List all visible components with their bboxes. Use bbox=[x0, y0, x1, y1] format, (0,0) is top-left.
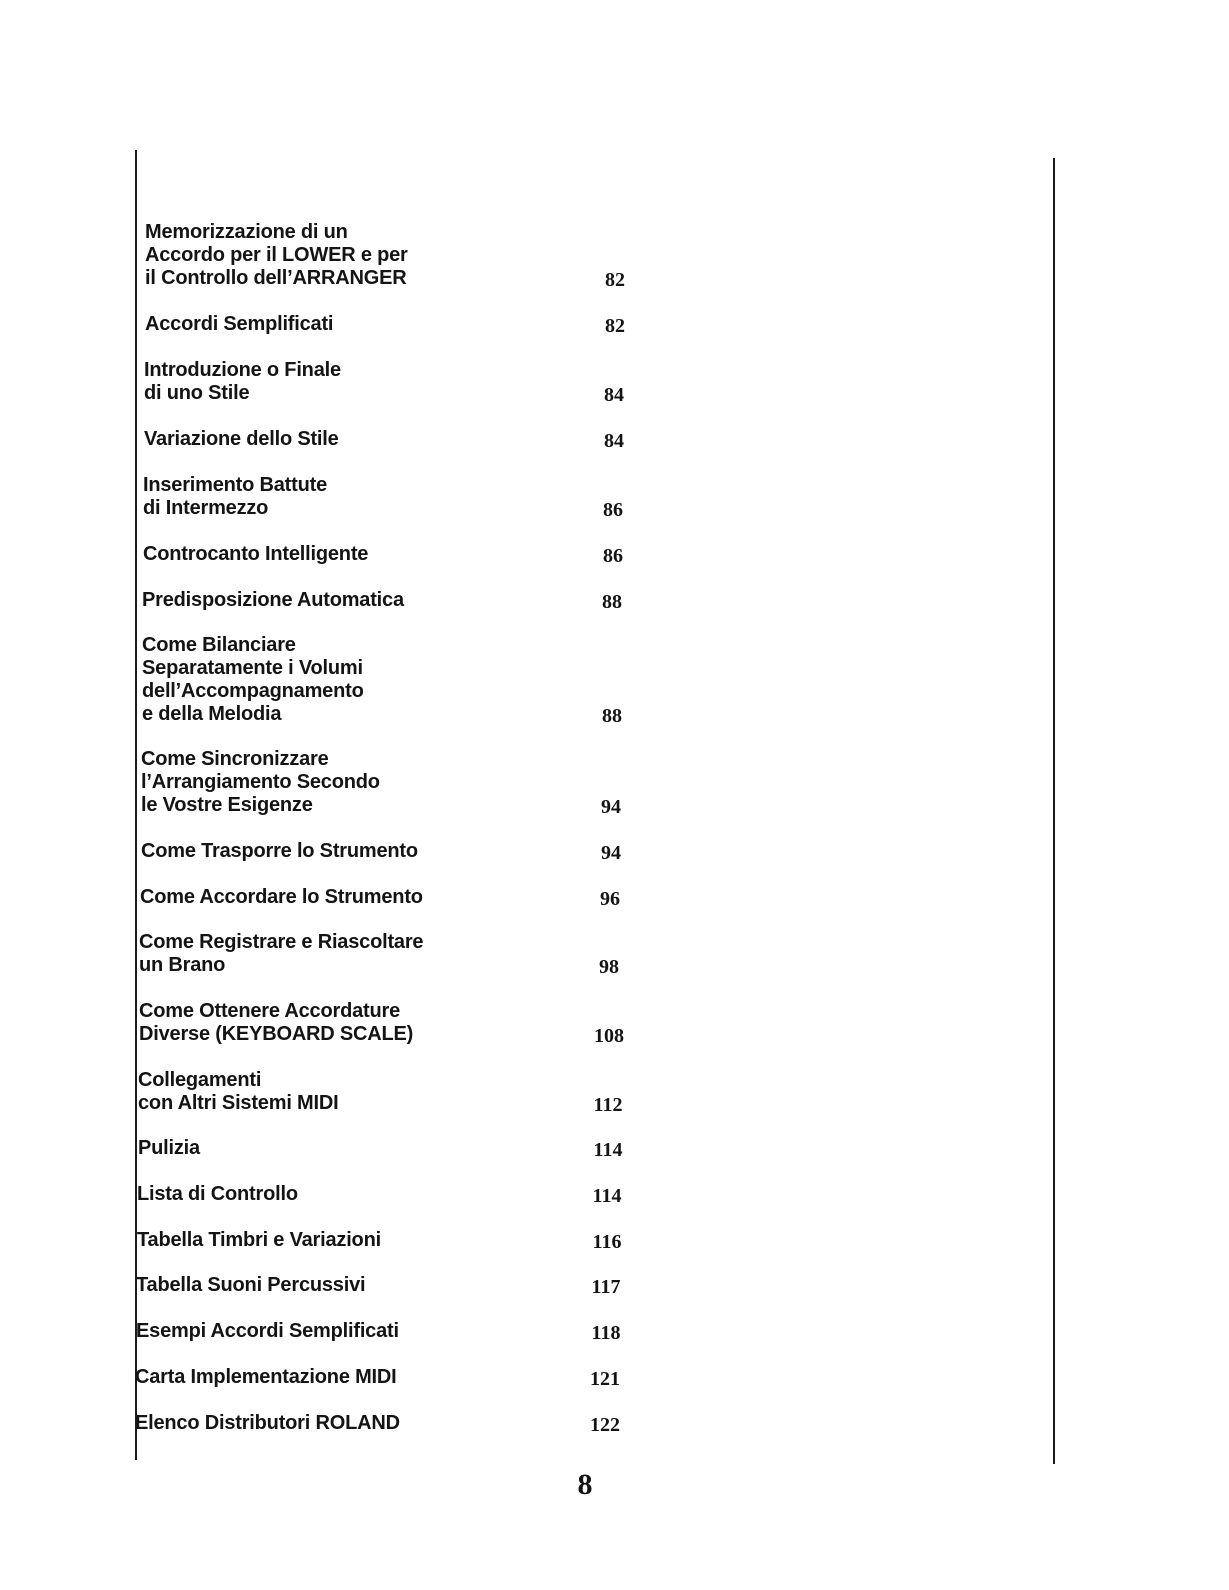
toc-entry-page: 84 bbox=[604, 384, 624, 406]
toc-entry-page: 88 bbox=[602, 591, 622, 613]
toc-entry-title: Tabella Timbri e Variazioni bbox=[137, 1229, 381, 1251]
toc-entry-title: Memorizzazione di un Accordo per il LOWER e per il Controllo dell’ARRANGER bbox=[145, 221, 408, 289]
toc-entry-title: Tabella Suoni Percussivi bbox=[136, 1274, 366, 1296]
toc-entry[interactable] bbox=[145, 256, 625, 336]
toc-entry-title: Esempi Accordi Semplificati bbox=[136, 1320, 399, 1342]
toc-entry-title: Carta Implementazione MIDI bbox=[135, 1366, 397, 1388]
toc-entry-page: 82 bbox=[605, 315, 625, 337]
toc-entry-page: 96 bbox=[600, 888, 620, 910]
toc-entry-page: 117 bbox=[591, 1276, 621, 1298]
toc-entry-title: Pulizia bbox=[138, 1137, 200, 1159]
toc-entry[interactable] bbox=[139, 966, 624, 1047]
toc-entry-page: 118 bbox=[591, 1322, 621, 1344]
toc-entry-page: 122 bbox=[590, 1414, 620, 1436]
toc-entry-page: 94 bbox=[601, 842, 621, 864]
toc-entry[interactable] bbox=[142, 532, 622, 612]
toc-entry-page: 88 bbox=[602, 705, 622, 727]
toc-entry-title: Come Ottenere Accordature Diverse (KEYBOARD SCALE) bbox=[139, 1000, 414, 1045]
toc-entry-page: 94 bbox=[601, 796, 621, 818]
toc-entry-title: Accordi Semplificati bbox=[145, 313, 334, 335]
toc-entry-page: 114 bbox=[593, 1139, 623, 1161]
toc-entry-title: Elenco Distributori ROLAND bbox=[135, 1412, 400, 1434]
toc-entry-title: Come Accordare lo Strumento bbox=[140, 886, 423, 908]
toc-entry[interactable] bbox=[139, 897, 619, 977]
toc-entry-title: Come Registrare e Riascoltare un Brano bbox=[139, 931, 424, 976]
toc-entry-page: 82 bbox=[605, 269, 625, 291]
toc-entry-title: Come Sincronizzare l’Arrangiamento Secondo le Vostre Esigenze bbox=[141, 748, 380, 816]
toc-entry-page: 84 bbox=[604, 430, 624, 452]
toc-entry-title: Come Bilanciare Separatamente i Volumi dell’Accompagnamento e della Melodia bbox=[142, 634, 364, 725]
toc-entry-title: Come Trasporre lo Strumento bbox=[141, 840, 418, 862]
toc-entry[interactable] bbox=[142, 634, 622, 727]
toc-entry-page: 86 bbox=[603, 499, 623, 521]
toc-entry-title: Lista di Controllo bbox=[137, 1183, 298, 1205]
toc-entry-title: Variazione dello Stile bbox=[144, 428, 339, 450]
toc-entry-page: 121 bbox=[590, 1368, 620, 1390]
toc-entry-page: 108 bbox=[594, 1025, 624, 1047]
toc-entry-title: Collegamenti con Altri Sistemi MIDI bbox=[138, 1069, 339, 1114]
toc-entry-page: 86 bbox=[603, 545, 623, 567]
toc-entry-page: 116 bbox=[592, 1231, 622, 1253]
toc-entry-title: Inserimento Battute di Intermezzo bbox=[143, 474, 328, 519]
toc-entry[interactable] bbox=[135, 1355, 620, 1436]
toc-entry[interactable] bbox=[144, 371, 624, 451]
toc-entry-page: 112 bbox=[593, 1094, 623, 1116]
toc-entry-title: Introduzione o Finale di uno Stile bbox=[144, 359, 341, 404]
toc-entry-title: Predisposizione Automatica bbox=[142, 589, 404, 611]
toc-entry-page: 114 bbox=[592, 1185, 622, 1207]
page-number: 8 bbox=[577, 1468, 593, 1501]
toc-entry-title: Controcanto Intelligente bbox=[143, 543, 369, 565]
toc-entry-page: 98 bbox=[599, 956, 619, 978]
